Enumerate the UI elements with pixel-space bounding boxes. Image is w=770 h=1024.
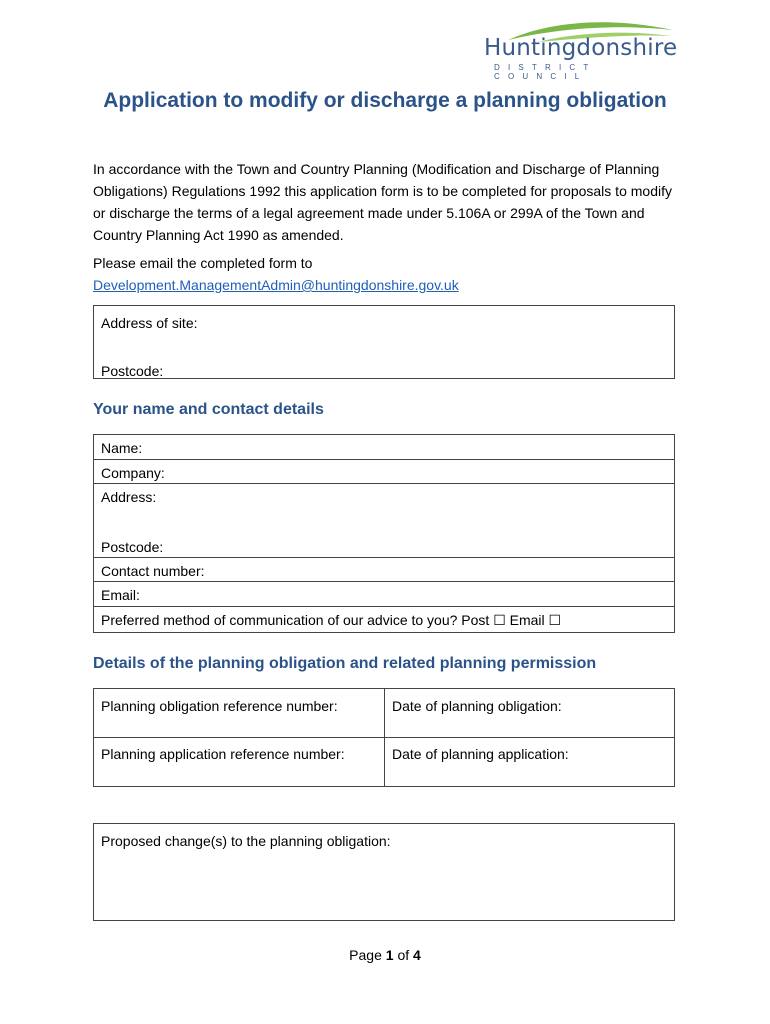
table-divider (94, 737, 674, 738)
company-field: Company: (101, 465, 165, 481)
obligation-heading: Details of the planning obligation and related planning permission (93, 655, 597, 672)
obligation-table (93, 688, 675, 787)
contact-name-row[interactable] (94, 435, 674, 459)
contact-postcode-field: Postcode: (101, 539, 164, 555)
contact-table (93, 434, 675, 633)
site-address-box (93, 305, 675, 379)
contact-preferred-row[interactable] (94, 606, 674, 634)
phone-field: Contact number: (101, 563, 205, 579)
page-title: Application to modify or discharge a planning obligation (103, 89, 667, 112)
email-link[interactable]: Development.ManagementAdmin@huntingdonshire.gov.uk (93, 277, 459, 293)
email-instruction (93, 252, 459, 296)
email-field: Email: (101, 587, 140, 603)
name-field: Name: (101, 440, 143, 456)
total-pages: 4 (413, 947, 421, 963)
logo-subtitle: DISTRICT COUNCIL (494, 63, 597, 81)
contact-phone-row[interactable] (94, 557, 674, 582)
contact-heading: Your name and contact details (93, 401, 324, 418)
council-logo (478, 18, 678, 81)
preferred-method-field: Preferred method of communication of our advice to you? Post ☐ Email ☐ (101, 612, 562, 628)
obligation-date-field[interactable]: Date of planning obligation: (392, 698, 562, 714)
contact-email-row[interactable] (94, 581, 674, 606)
application-ref-field[interactable]: Planning application reference number: (101, 746, 345, 762)
site-postcode-field[interactable]: Postcode: (101, 363, 164, 379)
contact-address-row[interactable] (94, 483, 674, 558)
current-page: 1 (385, 947, 394, 963)
of-word: of (397, 947, 410, 963)
proposed-changes-box[interactable] (93, 823, 675, 921)
proposed-changes-label: Proposed change(s) to the planning obligation: (101, 833, 391, 849)
address-field: Address: (101, 489, 157, 505)
email-prompt-text: Please email the completed form to (93, 255, 313, 271)
application-date-field[interactable]: Date of planning application: (392, 746, 569, 762)
site-address-field[interactable]: Address of site: (101, 315, 198, 331)
contact-company-row[interactable] (94, 459, 674, 484)
intro-paragraph: In accordance with the Town and Country Planning (Modification and Discharge of Planning Obligations) Regulations 1992 this application form is to be completed for proposals to modify or discharge the terms of a legal agreement made under 5.106A or 299A of the Town and Country Planning Act 1990 as amended. (93, 161, 672, 243)
page-footer (0, 947, 770, 963)
logo-name: Huntingdonshire (484, 35, 678, 61)
obligation-ref-field[interactable]: Planning obligation reference number: (101, 698, 338, 714)
page-word: Page (349, 947, 382, 963)
